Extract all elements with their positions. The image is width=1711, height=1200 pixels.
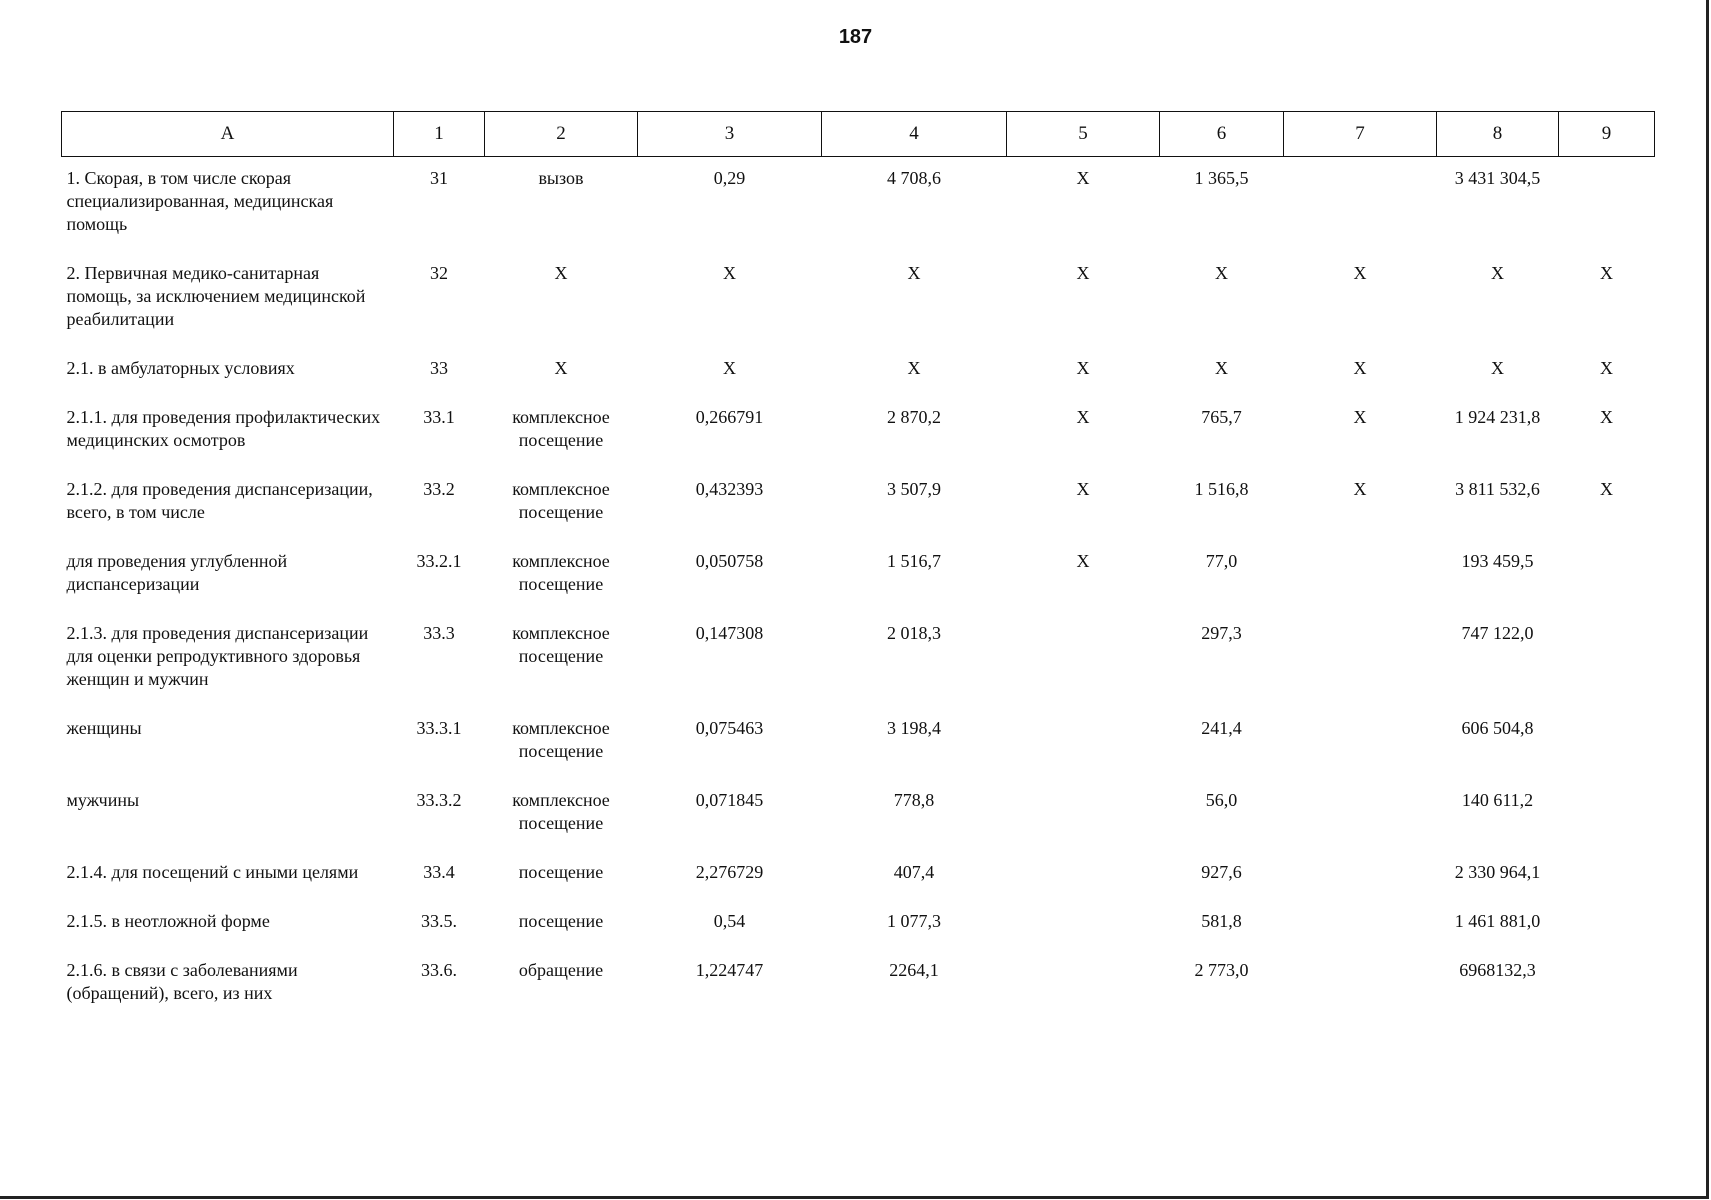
cell-col-1: 33.3.2 [416, 790, 462, 810]
cell-col-4: 3 507,9 [887, 479, 941, 499]
cell-col-4: 778,8 [893, 790, 935, 810]
cell-col-3: 0,432393 [695, 479, 764, 499]
cell-col-3: 0,266791 [695, 407, 764, 427]
cell-col-2: посещение [518, 911, 604, 931]
cell-col-7: X [1353, 407, 1367, 427]
cell-col-5: X [1076, 358, 1090, 378]
cell-col-6: 2 773,0 [1194, 960, 1249, 980]
table-row [62, 345, 1655, 394]
cell-col-7 [1284, 157, 1437, 251]
header-col-7: 7 [1284, 112, 1437, 157]
table-row [62, 538, 1655, 610]
cell-col-4: X [907, 263, 921, 283]
cell-col-1: 33 [430, 358, 448, 378]
header-col-6: 6 [1160, 112, 1284, 157]
cell-col-8: 3 431 304,5 [1454, 168, 1541, 188]
cell-col-5: X [1076, 479, 1090, 499]
cell-col-1: 33.6. [421, 960, 457, 980]
cell-col-9: X [1600, 407, 1613, 427]
row-name: 2.1. в амбулаторных условиях [66, 358, 295, 378]
table-row [62, 849, 1655, 898]
header-col-5: 5 [1007, 112, 1160, 157]
cell-col-6: 56,0 [1205, 790, 1238, 810]
cell-col-4: X [907, 358, 921, 378]
cell-col-8: 3 811 532,6 [1455, 479, 1540, 499]
cell-col-5 [1007, 947, 1160, 1019]
cell-col-8: 747 122,0 [1461, 623, 1534, 643]
cell-col-1: 33.3 [423, 623, 455, 643]
cell-col-9 [1559, 777, 1655, 849]
row-name: 1. Скорая, в том числе скорая специализированная, медицинская помощь [66, 168, 334, 234]
cell-col-9 [1559, 157, 1655, 251]
header-col-1: 1 [394, 112, 485, 157]
cell-col-6: 765,7 [1201, 407, 1242, 427]
cell-col-6: 77,0 [1205, 551, 1238, 571]
cell-col-1: 33.2.1 [416, 551, 462, 571]
cell-col-5: X [1076, 263, 1090, 283]
cell-col-1: 33.1 [423, 407, 455, 427]
cell-col-2: комплексное посещение [512, 623, 610, 666]
cell-col-1: 31 [430, 168, 448, 188]
cell-col-4: 4 708,6 [887, 168, 941, 188]
table-header [62, 112, 1655, 157]
cell-col-2: X [554, 358, 568, 378]
cell-col-6: 927,6 [1201, 862, 1242, 882]
cell-col-7 [1284, 705, 1437, 777]
cell-col-3: 1,224747 [695, 960, 764, 980]
cell-col-9 [1559, 947, 1655, 1019]
header-col-4: 4 [822, 112, 1007, 157]
cell-col-6: 241,4 [1201, 718, 1242, 738]
cell-col-5 [1007, 898, 1160, 947]
cell-col-2: комплексное посещение [512, 551, 610, 594]
cell-col-2: вызов [538, 168, 584, 188]
table-row [62, 250, 1655, 345]
row-name: 2.1.1. для проведения профилактических медицинских осмотров [66, 407, 381, 450]
cell-col-3: 0,54 [713, 911, 746, 931]
cell-col-3: X [723, 358, 736, 378]
row-name: женщины [66, 718, 142, 738]
cell-col-9: X [1600, 479, 1613, 499]
cell-col-2: X [554, 263, 568, 283]
cell-col-6: X [1215, 358, 1228, 378]
cell-col-6: 1 516,8 [1194, 479, 1249, 499]
cell-col-8: X [1491, 358, 1504, 378]
cell-col-8: 6968132,3 [1459, 960, 1536, 980]
table-row [62, 394, 1655, 466]
cell-col-5 [1007, 705, 1160, 777]
cell-col-7 [1284, 777, 1437, 849]
cell-col-9 [1559, 898, 1655, 947]
table-row [62, 610, 1655, 705]
cell-col-6: 581,8 [1201, 911, 1242, 931]
cell-col-6: 1 365,5 [1194, 168, 1249, 188]
cell-col-4: 2 870,2 [887, 407, 941, 427]
cell-col-5 [1007, 610, 1160, 705]
cell-col-3: 0,075463 [695, 718, 764, 738]
table-row [62, 898, 1655, 947]
cell-col-3: 0,071845 [695, 790, 764, 810]
row-name: 2.1.5. в неотложной форме [66, 911, 270, 931]
row-name: мужчины [66, 790, 140, 810]
cell-col-9 [1559, 610, 1655, 705]
cell-col-2: комплексное посещение [512, 718, 610, 761]
cell-col-5 [1007, 849, 1160, 898]
cell-col-1: 33.2 [423, 479, 455, 499]
cell-col-8: 1 924 231,8 [1454, 407, 1541, 427]
cell-col-4: 2 018,3 [887, 623, 941, 643]
cell-col-5 [1007, 777, 1160, 849]
cell-col-6: 297,3 [1201, 623, 1242, 643]
cell-col-2: посещение [518, 862, 604, 882]
cell-col-1: 33.5. [421, 911, 457, 931]
row-name: 2.1.2. для проведения диспансеризации, всего, в том числе [66, 479, 373, 522]
header-col-a: А [62, 112, 394, 157]
row-name: 2.1.4. для посещений с иными целями [66, 862, 359, 882]
table-row [62, 947, 1655, 1019]
cell-col-8: 606 504,8 [1461, 718, 1534, 738]
cell-col-9: X [1600, 263, 1613, 283]
cell-col-4: 2264,1 [889, 960, 939, 980]
cell-col-8: 140 611,2 [1461, 790, 1534, 810]
cell-col-5: X [1076, 168, 1090, 188]
cell-col-7 [1284, 947, 1437, 1019]
cell-col-2: комплексное посещение [512, 479, 610, 522]
cell-col-8: 193 459,5 [1461, 551, 1534, 571]
row-name: 2.1.3. для проведения диспансеризации для оценки репродуктивного здоровья женщин и мужчин [66, 623, 369, 689]
header-col-8: 8 [1437, 112, 1559, 157]
table-row [62, 466, 1655, 538]
cell-col-4: 407,4 [893, 862, 935, 882]
cell-col-6: X [1215, 263, 1228, 283]
cell-col-2: обращение [518, 960, 604, 980]
cell-col-3: X [723, 263, 736, 283]
cell-col-3: 0,050758 [695, 551, 764, 571]
header-col-9: 9 [1559, 112, 1655, 157]
cell-col-7: X [1353, 479, 1367, 499]
cell-col-3: 0,29 [713, 168, 746, 188]
cell-col-2: комплексное посещение [512, 407, 610, 450]
data-table [61, 111, 1655, 1019]
cell-col-3: 2,276729 [695, 862, 764, 882]
table-body [62, 157, 1655, 1020]
cell-col-4: 3 198,4 [887, 718, 941, 738]
row-name: 2. Первичная медико-санитарная помощь, за исключением медицинской реабилитации [66, 263, 366, 329]
cell-col-5: X [1076, 551, 1090, 571]
row-name: 2.1.6. в связи с заболеваниями (обращений), всего, из них [66, 960, 298, 1003]
cell-col-7 [1284, 898, 1437, 947]
header-col-3: 3 [638, 112, 822, 157]
cell-col-9 [1559, 849, 1655, 898]
cell-col-5: X [1076, 407, 1090, 427]
cell-col-7: X [1353, 263, 1367, 283]
cell-col-8: 1 461 881,0 [1454, 911, 1541, 931]
cell-col-8: X [1491, 263, 1504, 283]
cell-col-1: 33.3.1 [416, 718, 462, 738]
header-col-2: 2 [485, 112, 638, 157]
cell-col-7 [1284, 849, 1437, 898]
row-name: для проведения углубленной диспансеризации [66, 551, 288, 594]
cell-col-4: 1 516,7 [887, 551, 941, 571]
cell-col-9 [1559, 705, 1655, 777]
table-row [62, 777, 1655, 849]
cell-col-2: комплексное посещение [512, 790, 610, 833]
cell-col-4: 1 077,3 [887, 911, 941, 931]
table-row [62, 705, 1655, 777]
cell-col-8: 2 330 964,1 [1454, 862, 1541, 882]
cell-col-7 [1284, 610, 1437, 705]
cell-col-9: X [1600, 358, 1613, 378]
cell-col-3: 0,147308 [695, 623, 764, 643]
header-row [62, 112, 1655, 157]
cell-col-9 [1559, 538, 1655, 610]
cell-col-1: 32 [430, 263, 448, 283]
cell-col-7 [1284, 538, 1437, 610]
table-row [62, 157, 1655, 251]
page-number: 187 [838, 26, 873, 48]
cell-col-1: 33.4 [423, 862, 455, 882]
cell-col-7: X [1353, 358, 1367, 378]
